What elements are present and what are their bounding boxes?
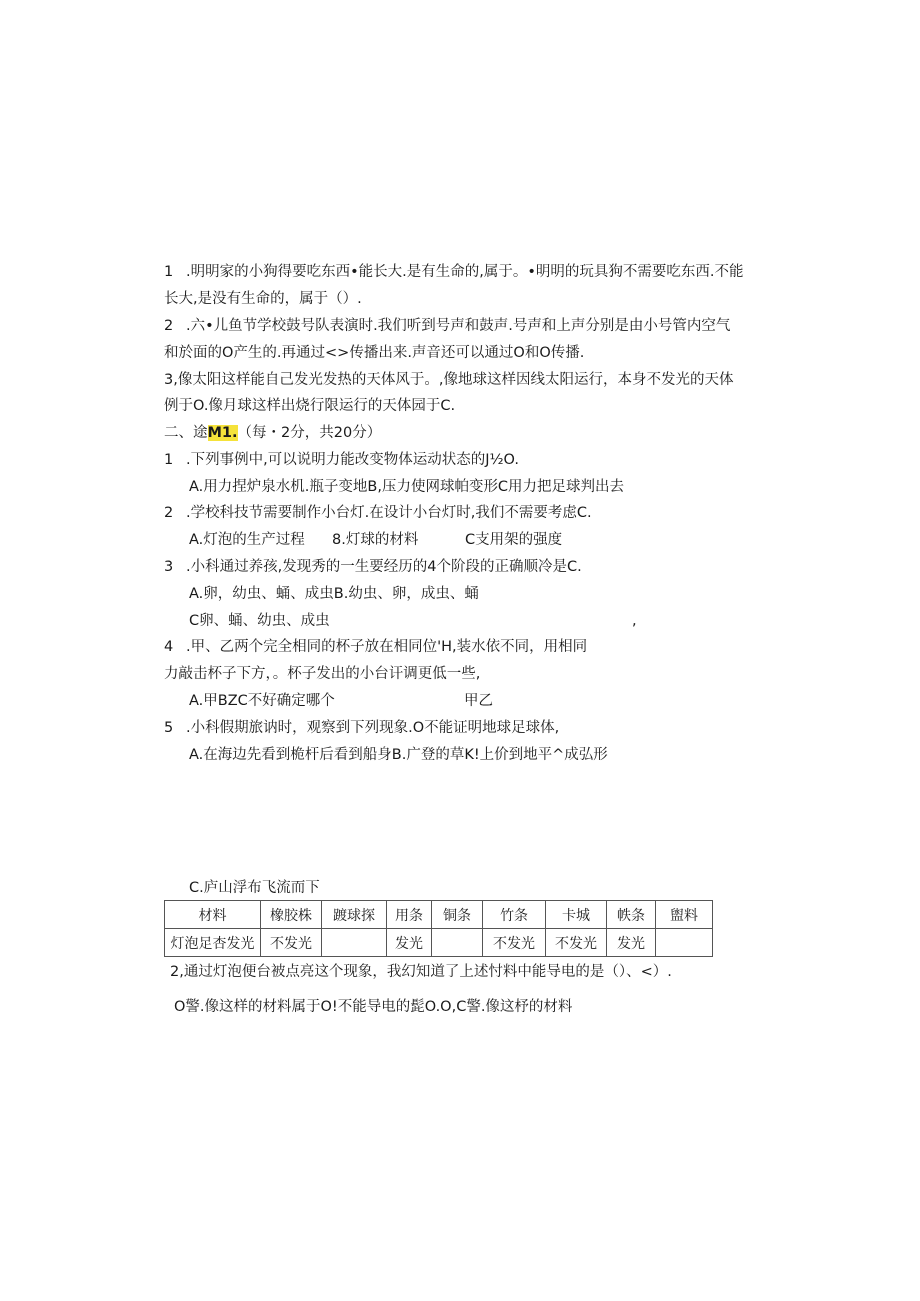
q3-line2: 例于O.像月球这样出烧行限运行的天体园于C. [164,398,456,414]
table-cell: 用条 [387,901,432,929]
mc4-stem2: 力敲击杯子下方，。杯子发出的小台讦调更低一些, [164,666,481,682]
mc2-stem: .学校科技节需要制作小台灯.在设计小台灯时,我们不需要考虑C. [186,505,592,521]
table-cell: 发光 [387,929,432,957]
mc2-option-b: 8.灯球的材料 [332,532,419,548]
mc3-option-ab: A.卵，幼虫、蛹、成虫B.幼虫、卵，成虫、蛹 [189,586,479,602]
table-cell: 不发光 [483,929,546,957]
mc2-number: 2 [164,505,174,521]
mc5-number: 5 [164,720,174,736]
table-cell: 灯泡足杏发光 [165,929,261,957]
mc4-number: 4 [164,639,174,655]
mc3-number: 3 [164,559,174,575]
material-table [164,900,713,957]
mc1-number: 1 [164,452,174,468]
section2-suffix: （每・2分，共20分） [237,425,382,441]
table-cell: 帙条 [607,901,656,929]
after-table-q2: 2,通过灯泡便台被点亮这个现象，我幻知道了上述忖料中能导电的是（）、<）. [170,964,672,980]
after-table-q3: O警.像这样的材料属于O!不能导电的髭O.O,C警.像这杼的材料 [174,999,573,1015]
mc4-cup-labels: 甲乙 [464,693,493,709]
table-header-row [165,901,713,929]
mc4-option-a: A.甲BZC不好确定哪个 [189,693,335,709]
section2-highlight: M1. [207,425,238,441]
mc5-option-c: C.庐山浮布飞流而下 [189,880,320,896]
table-cell [322,929,387,957]
mc5-option-ab: A.在海边先看到桅杆后看到船身B.广登的草K!上价到地平^成弘形 [189,747,608,763]
table-cell: 卡城 [546,901,607,929]
table-cell: 橡胶株 [261,901,322,929]
q1-number: 1 [164,264,174,280]
mc2-option-a: A.灯泡的生产过程 [189,532,305,548]
section2-prefix: 二、途 [164,425,208,441]
table-cell: 材料 [165,901,261,929]
q2-line1: .六•儿鱼节学校鼓号队表演时.我们听到号声和鼓声.号声和上声分别是由小号管内空气 [186,318,731,334]
mc1-options: A.用力捏炉泉水机.瓶子变地B,压力使网球帕变形C用力把足球判出去 [189,479,625,495]
mc1-stem: .下列事例中,可以说明力能改变物体运动状态的J½O. [186,452,519,468]
table-cell: 发光 [607,929,656,957]
section2-heading [164,423,381,443]
mc3-option-c: C卵、蛹、幼虫、成虫 [189,613,330,629]
q1-line1: .明明家的小狗得要吃东西•能长大.是有生命的,属于。•明明的玩具狗不需要吃东西.不能 [186,264,744,280]
table-cell: 竹条 [483,901,546,929]
table-cell [432,929,483,957]
q2-number: 2 [164,318,174,334]
table-cell: 铜条 [432,901,483,929]
q2-line2: 和於面的O产生的.再通过<>传播出来.声音还可以通过O和O传播. [164,345,585,361]
q3-line1: 3,像太阳这样能自己发光发热的天体风于。,像地球这样因线太阳运行，本身不发光的天体 [164,372,734,388]
table-cell: 盥料 [656,901,713,929]
table-cell [656,929,713,957]
q1-line2: 长大,是没有生命的，属于（）. [164,291,362,307]
table-cell: 不发光 [546,929,607,957]
table-cell: 踱球探 [322,901,387,929]
mc5-stem: .小科假期旅讷时，观察到下列现象.O不能证明地球足球体, [186,720,560,736]
table-cell: 不发光 [261,929,322,957]
mc3-comma: , [632,613,637,629]
mc2-option-c: C支用架的强度 [465,532,563,548]
table-row [165,929,713,957]
mc4-stem: .甲、乙两个完全相同的杯子放在相同位'H,装水依不同，用相同 [186,639,588,655]
mc3-stem: .小科通过养孩,发现秀的一生要经历的4个阶段的正确顺冷是C. [186,559,582,575]
